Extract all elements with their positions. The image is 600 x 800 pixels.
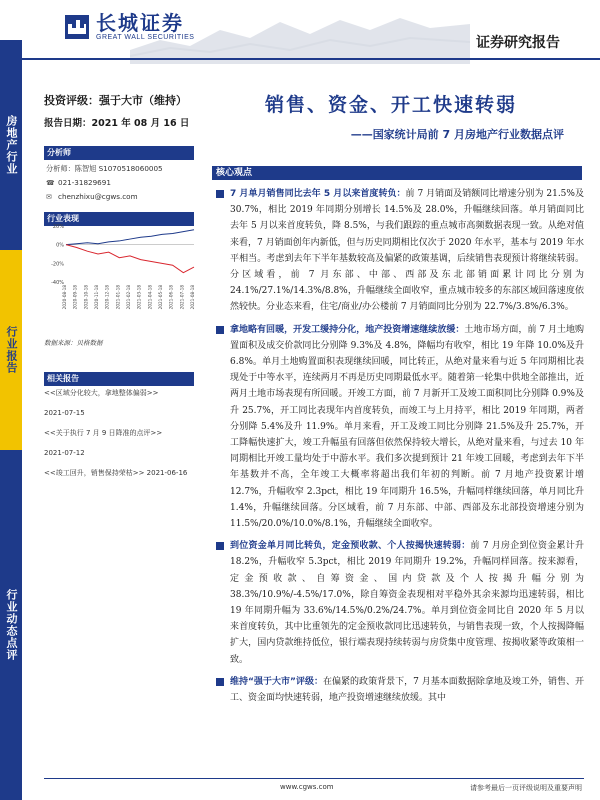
core-views-heading: 核心观点: [212, 166, 582, 180]
related-report-item[interactable]: <<竣工回升，销售保持荣枯>> 2021-06-16: [44, 469, 188, 477]
investment-rating: 投资评级：强于大市（维持）: [44, 94, 187, 107]
footer-url[interactable]: www.cgws.com: [280, 783, 334, 791]
x-tick-label: 2021-06-18: [168, 285, 174, 310]
chart-source: 数据来源：贝格数据: [44, 339, 103, 347]
logo-en-text: GREAT WALL SECURITIES: [96, 34, 195, 41]
x-tick-label: 2021-03-18: [136, 285, 142, 310]
paragraph-text: 前 7 月房企到位资金累计升 18.2%，升幅收窄 5.3pct，相比 2019 年同期升 19.2%，升幅同样回落。按来源看，定金预收款、自筹资金、国内贷款及个人按揭升幅分别为 38.3%/10.9%/-4.5%/17.0%，除自筹资金表现相对平稳外其余来源均迅速转弱，相比 19 年同期升幅为 33.6%/14.5%/0.2%/24.7%。单月到位资金同比自 2020 年 5 月以来首度转负，其中比重领先的定金预收款同比迅速转负，与销售表现一致，个人按揭降幅扩大，国内贷款维持低位，银行端表现持续转弱与房贷集中度管理、按揭收紧等政策相一致。: [230, 541, 584, 665]
bullet-icon: [216, 542, 224, 550]
x-tick-label: 2021-07-18: [179, 285, 185, 310]
sidebar-tab-industry: 房地产行业: [0, 40, 22, 250]
paragraph-lead: 7 月单月销售同比去年 5 月以来首度转负：: [230, 189, 406, 199]
series-line-1: [66, 245, 194, 273]
y-tick-label: -40%: [51, 280, 64, 286]
industry-performance-chart: [44, 222, 196, 330]
paragraph-text: 前 7 月销面及销额同比增速分别为 21.5%及 30.7%，相比 2019 年同期分别增长 14.5%及 28.0%，升幅继续回落。单月销面同比去年 5 月以来首度转负，降 8.5%，与我们跟踪的重点城市高频数据表现一致。从绝对值来看，7 月销面创年内新低，但与历史同期相比仅次于 2020 年水平，基本与 2019 年水平相当。考虑到去年下半年基数较高及偏紧的政策基调，后续销售表现预计将继续转弱。分区域看，前 7 月东部、中部、西部及东北部销面累计同比分别为 24.1%/27.1%/14.3%/8.8%，升幅继续全面收窄，重点城市较多的东部区域回落速度依然较快。分业态来看，住宅/商业/办公楼前 7 月销面同比分别为 22.7%/3.8%/6.3%。: [230, 189, 584, 313]
footer-disclaimer: 请参考最后一页评级说明及重要声明: [470, 784, 582, 792]
y-tick-label: 20%: [52, 224, 64, 230]
x-tick-label: 2021-02-18: [126, 285, 131, 310]
x-tick-label: 2020-10-18: [83, 285, 89, 310]
series-line-0: [66, 230, 194, 245]
paragraph-text: 土地市场方面，前 7 月土地购置面积及成交价款同比分别降 9.3%及 4.8%，降幅均有收窄，相比 19 年降 10.0%及升 6.8%。单月土地购置面积表现继续回暖，同比转正，从绝对量来看与近 5 年同期相比表现处于中等水平，连续两月不再是历史同期最低水平。随着第一轮集中供地全部推出，近两月土地市场表现有所回暖。开竣工方面，前 7 月新开工及竣工面积同比分别降 0.9%及升 25.7%，开工同比表现年内首度转负，而竣工与上月持平，相比 2019 年同期，两者分别降 5.4%及升 11.9%。单月来看，开工及竣工同比分别降 21.5%及升 25.7%，开工降幅快速扩大，竣工升幅虽有回落但依然保持较大增长，从绝对量来看，与过去 10 年同期相比开竣工量均处于中游水平。我们多次提到预计 21 年竣工回暖，考虑到去年下半年基数并不高，全年竣工大概率将超出我们年初的判断。前 7 月地产投资累计增 12.7%，升幅收窄 2.3pct，相比 19 年同期升 16.5%，升幅同样继续回落，单月同比升 1.4%，升幅继续回落。分区域看，前 7 月东部、中部、西部及东北部投资增速分别为 11.5%/20.0%/10.0%/8.1%，升幅继续全面收窄。: [230, 324, 584, 530]
sidebar-tab-report: 行业报告: [0, 250, 22, 450]
paragraph-lead: 维持“强于大市”评级：: [230, 676, 323, 687]
phone-icon: ☎: [46, 179, 55, 187]
paragraph-text: 在偏紧的政策背景下，7 月基本面数据除拿地及竣工外，销售、开工、资金面均快速转弱，地产投资增速继续放缓。其中: [230, 676, 584, 704]
analyst-phone: 021-31829691: [58, 178, 111, 187]
x-tick-label: 2021-08-18: [190, 285, 195, 310]
report-body: [212, 186, 584, 712]
paragraph-lead: 到位资金单月同比转负，定金预收款、个人按揭快速转弱：: [230, 541, 471, 552]
related-report-date: 2021-07-15: [44, 409, 85, 417]
x-tick-label: 2020-11-18: [94, 285, 99, 310]
x-tick-label: 2021-04-18: [147, 285, 153, 310]
bullet-icon: [216, 326, 224, 334]
x-tick-label: 2020-12-18: [104, 285, 110, 310]
x-tick-label: 2021-05-18: [158, 285, 163, 310]
logo-mark-icon: [64, 14, 90, 40]
related-report-item[interactable]: <<区域分化较大，拿地整体偏弱>>: [44, 389, 159, 397]
analyst-name: 分析师：陈智旭 S1070518060005: [46, 164, 163, 173]
sidebar-tab-commentary: 行业动态点评: [0, 450, 22, 800]
analyst-heading: 分析师: [44, 146, 194, 160]
analyst-block: [46, 162, 196, 204]
paragraph-rating: [212, 674, 584, 706]
paragraph-funding: [212, 538, 584, 668]
company-logo: [64, 12, 194, 41]
bullet-icon: [216, 190, 224, 198]
bullet-icon: [216, 678, 224, 686]
page-header: [0, 0, 600, 64]
y-tick-label: -20%: [51, 261, 64, 268]
related-reports-list: [44, 388, 200, 488]
logo-cn-text: 长城证券: [96, 11, 184, 35]
x-tick-label: 2021-01-18: [115, 285, 121, 310]
y-tick-label: 0%: [56, 242, 64, 249]
analyst-email[interactable]: chenzhixu@cgws.com: [58, 192, 138, 201]
x-tick-label: 2020-08-18: [62, 285, 67, 310]
related-report-item[interactable]: <<关于执行 7 月 9 日降准的点评>>: [44, 429, 163, 437]
paragraph-land-investment: [212, 322, 584, 533]
x-tick-label: 2020-09-18: [72, 285, 78, 310]
paragraph-lead: 拿地略有回暖，开发工缓持分化，地产投资增速继续放缓：: [230, 324, 465, 335]
related-reports-heading: 相关报告: [44, 372, 194, 386]
paragraph-sales: [212, 186, 584, 316]
email-icon: ✉: [46, 193, 52, 201]
report-subtitle: ——国家统计局前 7 月房地产行业数据点评: [350, 128, 564, 141]
report-type: 证券研究报告: [476, 35, 560, 51]
related-report-date: 2021-07-12: [44, 449, 85, 457]
header-divider: [0, 58, 600, 60]
footer-divider: [44, 778, 584, 779]
report-title: 销售、资金、开工快速转弱: [265, 94, 518, 116]
chart-heading: 行业表现: [44, 212, 194, 226]
report-date: 报告日期：2021 年 08 月 16 日: [44, 118, 190, 129]
